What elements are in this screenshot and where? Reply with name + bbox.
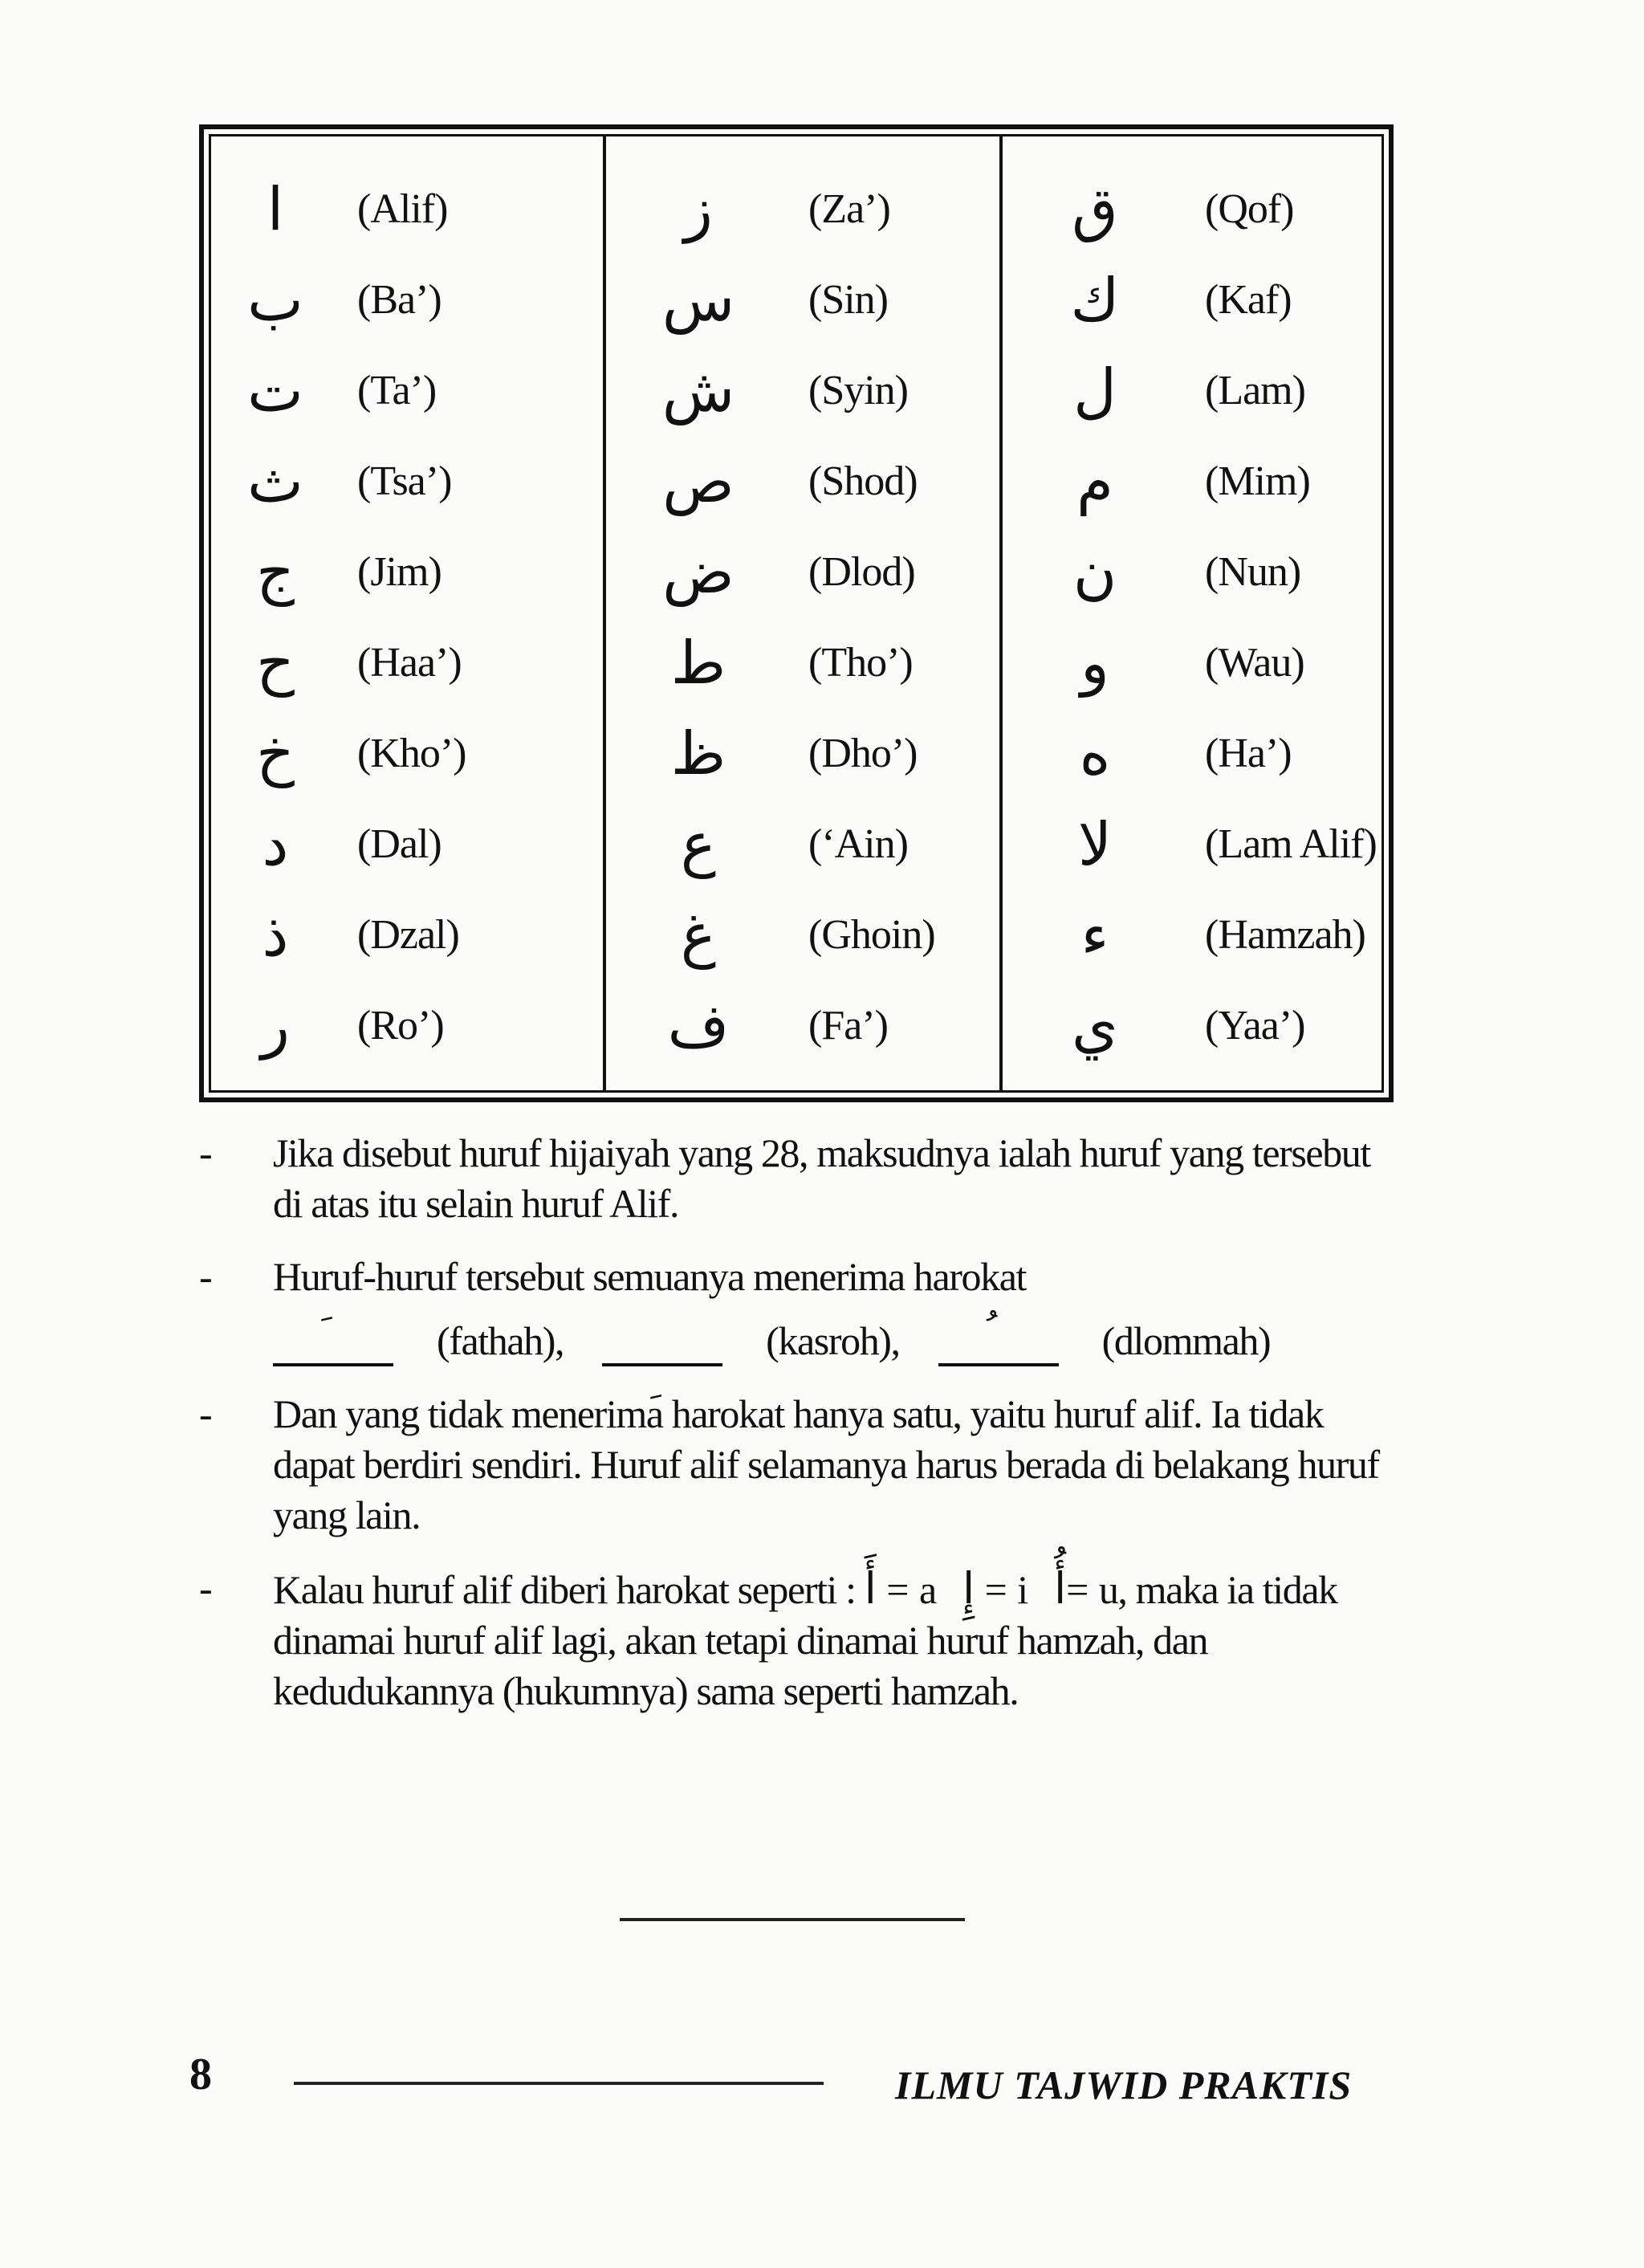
arabic-letter: ظ bbox=[670, 719, 726, 788]
arabic-letter: غ bbox=[680, 900, 717, 970]
note-hamzah bbox=[193, 1563, 1397, 1716]
harokat-examples bbox=[273, 1304, 1397, 1366]
arabic-letter: ي bbox=[1072, 991, 1118, 1061]
arabic-letter: خ bbox=[256, 719, 295, 788]
letter-name: (Jim) bbox=[357, 549, 442, 595]
letter-name: (‘Ain) bbox=[808, 821, 908, 867]
letter-name: (Mim) bbox=[1205, 458, 1310, 504]
kasroh-label: (kasroh), bbox=[766, 1318, 900, 1363]
arabic-letter: ا bbox=[267, 174, 284, 244]
arabic-letter: ج bbox=[256, 537, 295, 607]
arabic-letter: ر bbox=[261, 991, 290, 1061]
letter-name: (Tsa’) bbox=[357, 458, 452, 504]
letter-name: (Lam) bbox=[1205, 368, 1305, 413]
letter-row bbox=[211, 617, 603, 708]
arabic-letter: ث bbox=[247, 446, 303, 516]
arabic-letter: س bbox=[661, 265, 735, 335]
arabic-letter: ب bbox=[247, 265, 303, 335]
letter-name: (Qof) bbox=[1205, 186, 1294, 232]
letter-row bbox=[211, 345, 603, 436]
arabic-letter: لا bbox=[1077, 809, 1113, 879]
note-text: Jika disebut huruf hijaiyah yang 28, maksudnya ialah huruf yang tersebut di atas itu selain huruf Alif. bbox=[273, 1130, 1370, 1226]
alif-dlommah-example: أُ bbox=[1054, 1563, 1067, 1614]
letter-row bbox=[606, 980, 999, 1071]
letter-row bbox=[1003, 890, 1382, 980]
arabic-letter: د bbox=[262, 809, 289, 879]
arabic-letter: و bbox=[1080, 628, 1109, 698]
letter-row bbox=[1003, 617, 1382, 708]
letter-name: (Ghoin) bbox=[808, 912, 935, 958]
arabic-letter: ت bbox=[247, 356, 303, 426]
letter-column-3 bbox=[1003, 136, 1382, 1090]
arabic-letter: ز bbox=[684, 174, 713, 244]
letter-row bbox=[606, 799, 999, 890]
arabic-letter: ح bbox=[256, 628, 295, 698]
arabic-letter: ف bbox=[667, 991, 730, 1061]
alif-dlommah-value: = u, bbox=[1066, 1567, 1127, 1612]
arabic-letter: ه bbox=[1079, 719, 1111, 788]
letter-row bbox=[211, 527, 603, 617]
letter-name: (Kho’) bbox=[357, 731, 466, 776]
fathah-blank bbox=[273, 1323, 393, 1366]
letter-column-1 bbox=[211, 136, 606, 1090]
note-bullet: - bbox=[199, 1130, 212, 1175]
letter-table-grid bbox=[209, 134, 1384, 1093]
letter-row bbox=[211, 799, 603, 890]
page-number: 8 bbox=[189, 2050, 212, 2099]
letter-row bbox=[1003, 345, 1382, 436]
letter-row bbox=[211, 254, 603, 345]
arabic-letter: ن bbox=[1072, 537, 1117, 607]
letter-row bbox=[211, 980, 603, 1071]
letter-row bbox=[1003, 799, 1382, 890]
letter-name: (Sin) bbox=[808, 277, 888, 323]
letter-row bbox=[1003, 527, 1382, 617]
letter-row bbox=[606, 345, 999, 436]
letter-row bbox=[606, 436, 999, 527]
letter-row bbox=[1003, 164, 1382, 254]
arabic-letter: ك bbox=[1070, 265, 1120, 335]
note-bullet: - bbox=[199, 1254, 212, 1299]
letter-row bbox=[1003, 980, 1382, 1071]
letter-row bbox=[606, 527, 999, 617]
letter-name: (Fa’) bbox=[808, 1003, 888, 1048]
arabic-letter: ع bbox=[680, 809, 717, 879]
book-title: ILMU TAJWID PRAKTIS bbox=[895, 2062, 1353, 2107]
arabic-letter: ص bbox=[662, 446, 735, 516]
letter-name: (Ro’) bbox=[357, 1003, 444, 1048]
letter-name: (Yaa’) bbox=[1205, 1003, 1305, 1048]
letter-row bbox=[1003, 708, 1382, 799]
note-28-letters bbox=[193, 1128, 1397, 1229]
letter-row bbox=[211, 164, 603, 254]
letter-name: (Za’) bbox=[808, 186, 890, 232]
note-intro: Kalau huruf alif diberi harokat seperti : bbox=[273, 1567, 856, 1612]
note-harokat bbox=[193, 1252, 1397, 1366]
arabic-letter: ء bbox=[1080, 900, 1109, 970]
letter-row bbox=[1003, 436, 1382, 527]
note-text: maka ia tidak dinamai huruf alif lagi, akan tetapi dinamai huruf hamzah, dan kedudukannya (hukumnya) sama seperti hamzah. bbox=[273, 1567, 1337, 1713]
note-text: Huruf-huruf tersebut semuanya menerima harokat bbox=[273, 1254, 1026, 1299]
alif-kasroh-value: = i bbox=[984, 1567, 1028, 1612]
alif-kasroh-example: إِ bbox=[962, 1563, 975, 1614]
letter-name: (Ta’) bbox=[357, 368, 437, 413]
notes-section bbox=[193, 1128, 1397, 1739]
letter-name: (Haa’) bbox=[357, 640, 462, 686]
alif-fathah-value: = a bbox=[886, 1567, 936, 1612]
letter-row bbox=[606, 254, 999, 345]
letter-row bbox=[606, 164, 999, 254]
letter-row bbox=[211, 708, 603, 799]
letter-row bbox=[606, 890, 999, 980]
letter-name: (Ha’) bbox=[1205, 731, 1292, 776]
letter-name: (Wau) bbox=[1205, 640, 1304, 686]
letter-name: (Syin) bbox=[808, 368, 908, 413]
arabic-letter: م bbox=[1076, 446, 1113, 516]
arabic-letter: ق bbox=[1072, 174, 1118, 244]
letter-row bbox=[606, 708, 999, 799]
arabic-letter: ض bbox=[662, 537, 735, 607]
letter-name: (Hamzah) bbox=[1205, 912, 1365, 958]
fathah-label: (fathah), bbox=[437, 1318, 564, 1363]
letter-name: (Ba’) bbox=[357, 277, 442, 323]
letter-row bbox=[606, 617, 999, 708]
letter-name: (Shod) bbox=[808, 458, 918, 504]
letter-row bbox=[211, 436, 603, 527]
arabic-letter: ش bbox=[661, 356, 735, 426]
arabic-letter: ذ bbox=[262, 900, 289, 970]
section-divider bbox=[620, 1918, 965, 1921]
note-text: Dan yang tidak menerima harokat hanya satu, yaitu huruf alif. Ia tidak dapat berdiri sendiri. Huruf alif selamanya harus berada di belakang huruf yang lain. bbox=[273, 1391, 1379, 1537]
alif-fathah-example: أَ bbox=[864, 1563, 877, 1614]
letter-name: (Dzal) bbox=[357, 912, 459, 958]
letter-name: (Kaf) bbox=[1205, 277, 1292, 323]
dlommah-blank bbox=[938, 1323, 1059, 1366]
dlommah-label: (dlommah) bbox=[1101, 1318, 1271, 1363]
letter-name: (Dal) bbox=[357, 821, 442, 867]
note-bullet: - bbox=[199, 1566, 212, 1610]
note-alif-no-harokat bbox=[193, 1389, 1397, 1541]
arabic-letter: ط bbox=[670, 628, 726, 698]
letter-name: (Tho’) bbox=[808, 640, 913, 686]
letter-row bbox=[1003, 254, 1382, 345]
letter-name: (Nun) bbox=[1205, 549, 1301, 595]
letter-name: (Dlod) bbox=[808, 549, 915, 595]
kasroh-blank bbox=[602, 1323, 722, 1366]
letter-column-2 bbox=[606, 136, 1003, 1090]
footer-rule bbox=[294, 2082, 824, 2085]
letter-name: (Lam Alif) bbox=[1205, 821, 1377, 867]
letter-name: (Dho’) bbox=[808, 731, 918, 776]
note-bullet: - bbox=[199, 1391, 212, 1436]
arabic-letter: ل bbox=[1073, 356, 1117, 426]
hijaiyah-letter-table bbox=[199, 124, 1394, 1102]
letter-name: (Alif) bbox=[357, 186, 448, 232]
letter-row bbox=[211, 890, 603, 980]
